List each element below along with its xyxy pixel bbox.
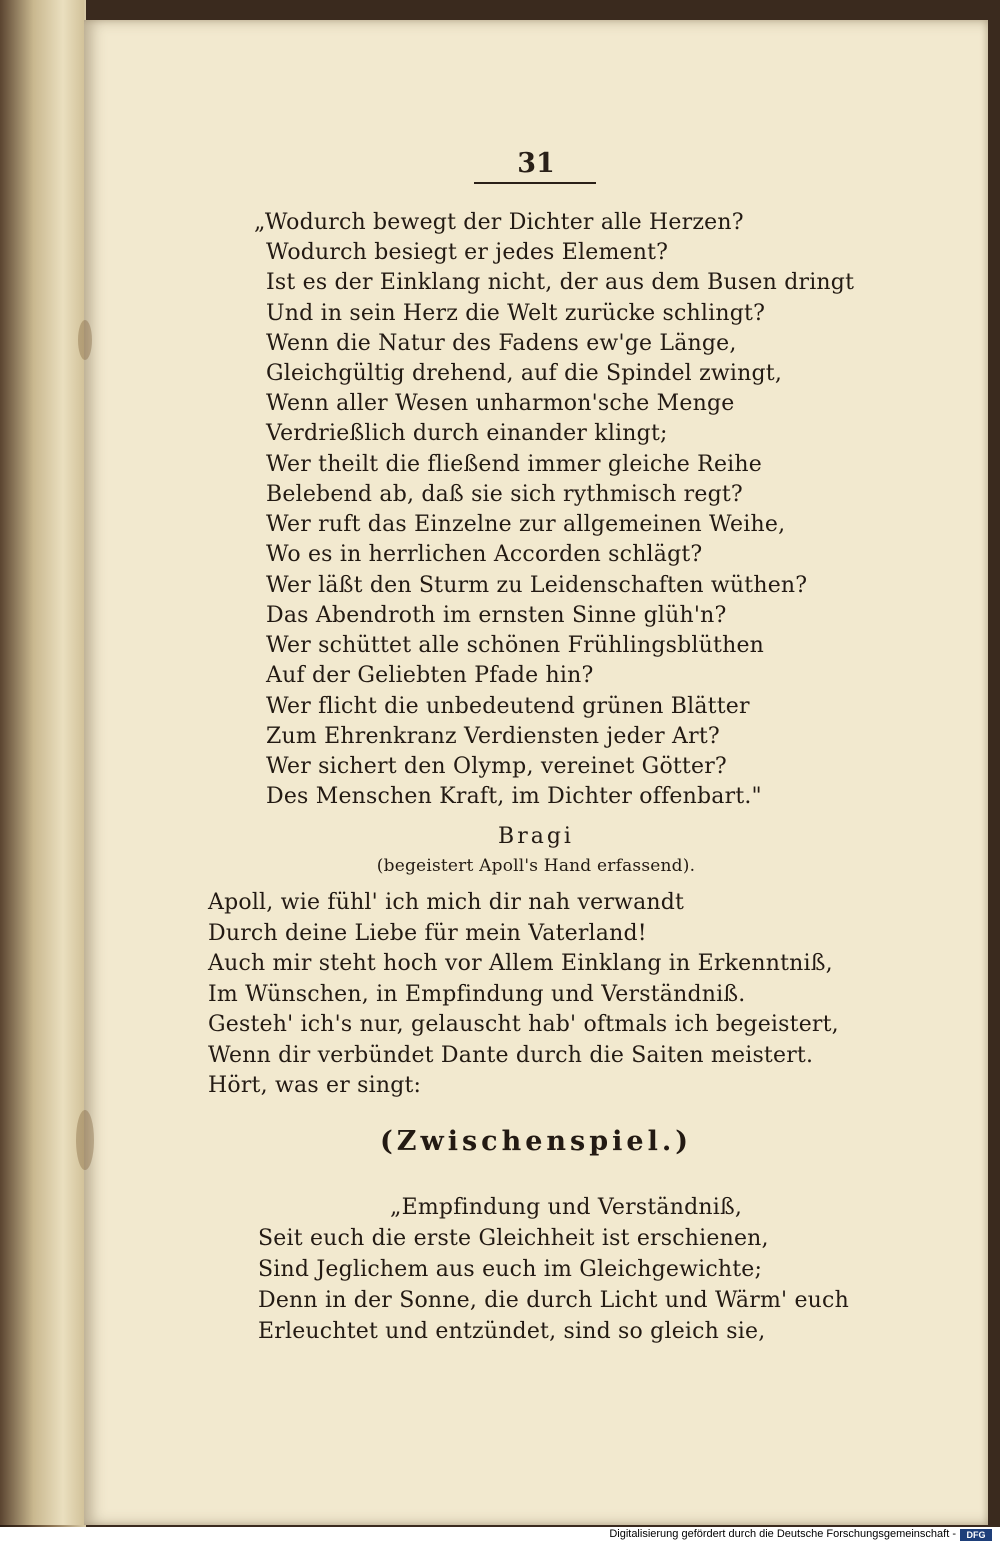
verse-line: Wer flicht die unbedeutend grünen Blätter — [266, 694, 750, 719]
verse-line: Des Menschen Kraft, im Dichter offenbart." — [266, 784, 762, 809]
verse-line: Apoll, wie fühl' ich mich dir nah verwandt — [208, 890, 685, 915]
verse-line: Wodurch besiegt er jedes Element? — [266, 240, 669, 265]
verse-line: Hört, was er singt: — [208, 1073, 422, 1098]
verse-line: Wo es in herrlichen Accorden schlägt? — [266, 542, 703, 567]
verse-line: Belebend ab, daß sie sich rythmisch regt? — [266, 482, 743, 507]
verse-line: Wer ruft das Einzelne zur allgemeinen Weihe, — [266, 512, 786, 537]
digitization-footer — [0, 1527, 1000, 1544]
verse-line: Auch mir steht hoch vor Allem Einklang in Erkenntniß, — [208, 951, 833, 976]
verse-line: Wenn die Natur des Fadens ew'ge Länge, — [266, 331, 737, 356]
funding-credit: Digitalisierung gefördert durch die Deutsche Forschungsgemeinschaft - — [609, 1528, 956, 1540]
verse-line: Gesteh' ich's nur, gelauscht hab' oftmals ich begeistert, — [208, 1012, 839, 1037]
verse-line: Wer theilt die fließend immer gleiche Reihe — [266, 452, 762, 477]
verse-line: Im Wünschen, in Empfindung und Verständniß. — [208, 982, 746, 1007]
speaker-name: Bragi — [498, 824, 574, 849]
verse-line: „Wodurch bewegt der Dichter alle Herzen? — [254, 210, 744, 235]
verse-line: Wer schüttet alle schönen Frühlingsblüthen — [266, 633, 765, 658]
page-stain — [78, 320, 92, 360]
page-number-rule — [474, 182, 596, 184]
verse-line: Verdrießlich durch einander klingt; — [266, 421, 668, 446]
verse-line: Ist es der Einklang nicht, der aus dem Busen dringt — [266, 270, 855, 295]
facing-page-edge — [0, 0, 84, 1525]
interlude-title: (Zwischenspiel.) — [379, 1126, 692, 1157]
verse-line: Denn in der Sonne, die durch Licht und Wärm' euch — [258, 1288, 849, 1313]
verse-line: Zum Ehrenkranz Verdiensten jeder Art? — [266, 724, 720, 749]
verse-line: Seit euch die erste Gleichheit ist erschienen, — [258, 1226, 769, 1251]
verse-line: Sind Jeglichem aus euch im Gleichgewichte; — [258, 1257, 763, 1282]
book-page — [84, 20, 988, 1525]
verse-line: Wenn aller Wesen unharmon'sche Menge — [266, 391, 735, 416]
verse-line: Und in sein Herz die Welt zurücke schlingt? — [266, 301, 766, 326]
verse-line: Erleuchtet und entzündet, sind so gleich sie, — [258, 1319, 766, 1344]
verse-line: Wer läßt den Sturm zu Leidenschaften wüthen? — [266, 573, 808, 598]
verse-line: Gleichgültig drehend, auf die Spindel zwingt, — [266, 361, 783, 386]
page-number: 31 — [517, 148, 555, 179]
verse-line: „Empfindung und Verständniß, — [390, 1195, 743, 1220]
verse-line: Wer sichert den Olymp, vereinet Götter? — [266, 754, 727, 779]
verse-line: Wenn dir verbündet Dante durch die Saiten meistert. — [208, 1043, 814, 1068]
stage-direction: (begeistert Apoll's Hand erfassend). — [376, 856, 696, 876]
verse-line: Durch deine Liebe für mein Vaterland! — [208, 921, 647, 946]
verse-line: Auf der Geliebten Pfade hin? — [266, 663, 594, 688]
verse-line: Das Abendroth im ernsten Sinne glüh'n? — [266, 603, 727, 628]
dfg-logo: DFG — [960, 1529, 992, 1541]
